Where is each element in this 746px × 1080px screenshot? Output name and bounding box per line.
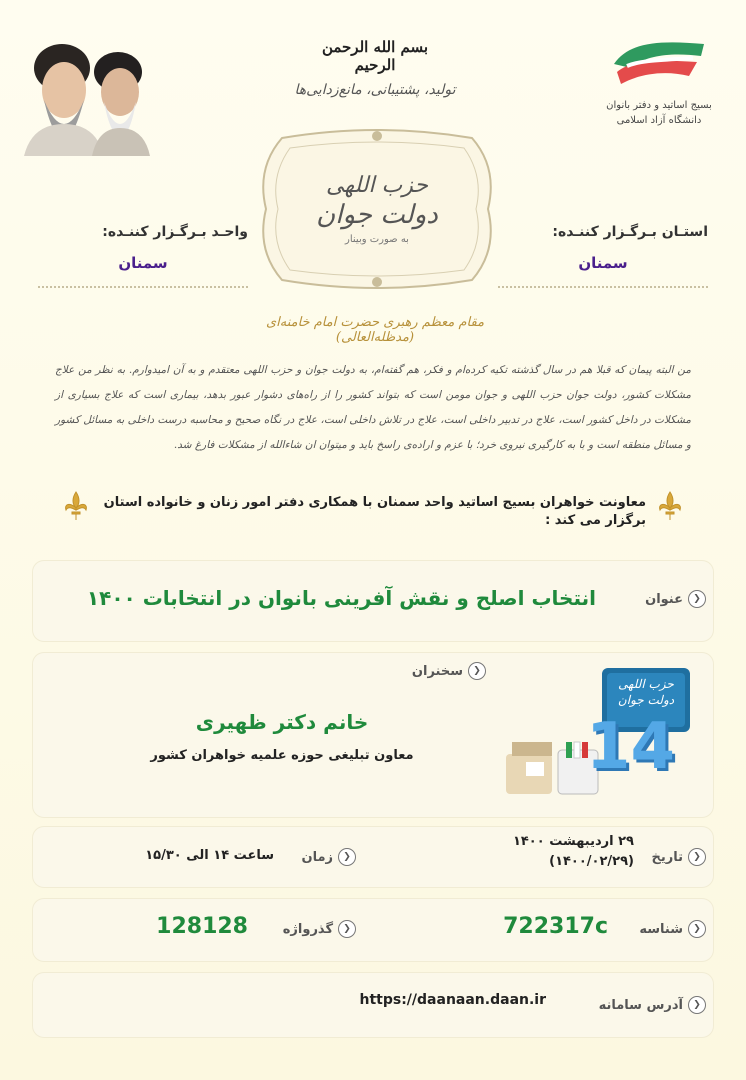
quote-attribution: مقام معظم رهبری حضرت امام خامنه‌ای (مدظله‌العالی)	[265, 315, 485, 345]
speaker-name: خانم دکتر ظهیری	[195, 710, 369, 734]
address-label: آدرس سامانه	[598, 997, 683, 1013]
election-graphic	[496, 658, 696, 808]
badge-text	[606, 676, 686, 708]
date-label-row	[652, 848, 707, 866]
chevron-left-icon: ❮	[688, 920, 706, 938]
title-value: انتخاب اصلح و نقش آفرینی بانوان در انتخابات ۱۴۰۰	[86, 586, 596, 610]
leaders-portrait-icon	[22, 28, 152, 156]
speaker-role: معاون تبلیغی حوزه علمیه خواهران کشور	[150, 748, 414, 763]
province-block	[498, 224, 708, 288]
password-label-row	[283, 920, 356, 938]
date-time-card	[32, 826, 714, 888]
credentials-card	[32, 898, 714, 962]
date-value	[513, 832, 634, 872]
logo-text: بسیج اساتید و دفتر بانوان دانشگاه آزاد اسلامی	[606, 100, 712, 126]
university-logo	[594, 36, 724, 128]
unit-label: واحـد بـرگـزار کننـده:	[102, 224, 248, 240]
title-card	[32, 560, 714, 642]
title-label: عنوان	[645, 591, 683, 607]
unit-block	[38, 224, 248, 288]
chevron-left-icon: ❮	[688, 848, 706, 866]
province-label: استـان بـرگـزار کننـده:	[552, 224, 708, 240]
password-label: گذرواژه	[282, 921, 333, 937]
divider	[498, 286, 708, 288]
frame-title-1: حزب اللهی	[325, 173, 429, 198]
date-value-line1: ۲۹ اردیبهشت ۱۴۰۰	[512, 834, 634, 849]
province-value: سمنان	[578, 254, 628, 272]
frame-title-2: دولت جوان	[316, 200, 438, 230]
id-label-row	[639, 920, 706, 938]
quote-text: من البته پیمان که قبلا هم در سال گذشته تکیه کرده‌ام و فکر، هم گفته‌ام، به دولت جوان و حزب اللهی معتقدم و به آن امیدوارم. به نظر من علاج مشکلات کشور، دولت جوان حزب اللهی و جوان مومن است که بتواند کشور را از راه‌های دشوار عبور بدهد، بیماری است که علاج بسیاری از مشکلات در داخل کشور است، علاج در تدبیر داخلی است، علاج در تلاش داخلی است، علاج در نگاه صحیح و محاسبه درست داخلی به مسائل کشور و مسائل منطقه است و با به کارگیری نیروی خرد؛ با عزم و اراده‌ی راسخ باید و میتوان ان شاء‌الله از مشکلات فارغ شد.	[55, 364, 691, 451]
id-label: شناسه	[639, 921, 683, 937]
ornamental-frame	[252, 128, 502, 290]
address-link[interactable]: https://daanaan.daan.ir	[359, 992, 546, 1008]
time-label: زمان	[301, 849, 333, 865]
speaker-label: سخنران	[411, 663, 463, 679]
chevron-left-icon: ❮	[338, 848, 356, 866]
address-label-row	[599, 996, 706, 1014]
date-label: تاریخ	[651, 849, 683, 865]
besmellah: بسم الله الرحمن الرحیم	[321, 38, 429, 74]
id-value: 722317c	[503, 914, 608, 939]
year-graphic: 14	[586, 710, 676, 784]
time-label-row	[301, 848, 356, 866]
divider	[38, 286, 248, 288]
date-value-line2: (۱۴۰۰/۰۲/۲۹)	[549, 854, 634, 869]
intro-text: معاونت خواهران بسیج اساتید واحد سمنان با همکاری دفتر امور زنان و خانواده استان برگزار می کند :	[103, 495, 646, 528]
chevron-left-icon: ❮	[688, 996, 706, 1014]
chevron-left-icon: ❮	[338, 920, 356, 938]
password-value: 128128	[156, 914, 248, 939]
flag-logo-icon	[609, 36, 709, 92]
chevron-left-icon: ❮	[688, 590, 706, 608]
badge-line-2: دولت جوان	[617, 693, 675, 707]
speaker-label-row	[412, 662, 486, 680]
badge-line-1: حزب اللهی	[618, 677, 674, 691]
chevron-left-icon: ❮	[468, 662, 486, 680]
unit-value: سمنان	[118, 254, 168, 272]
time-value: ساعت ۱۴ الی ۱۵/۳۰	[145, 848, 274, 863]
fleur-icon	[62, 490, 90, 522]
frame-subtitle: به صورت وبینار	[345, 234, 409, 245]
title-label-row	[645, 590, 706, 608]
fleur-icon	[656, 490, 684, 522]
speaker-card	[32, 652, 714, 818]
address-card	[32, 972, 714, 1038]
slogan: تولید، پشتیبانی، مانع‌زدایی‌ها	[294, 82, 456, 98]
